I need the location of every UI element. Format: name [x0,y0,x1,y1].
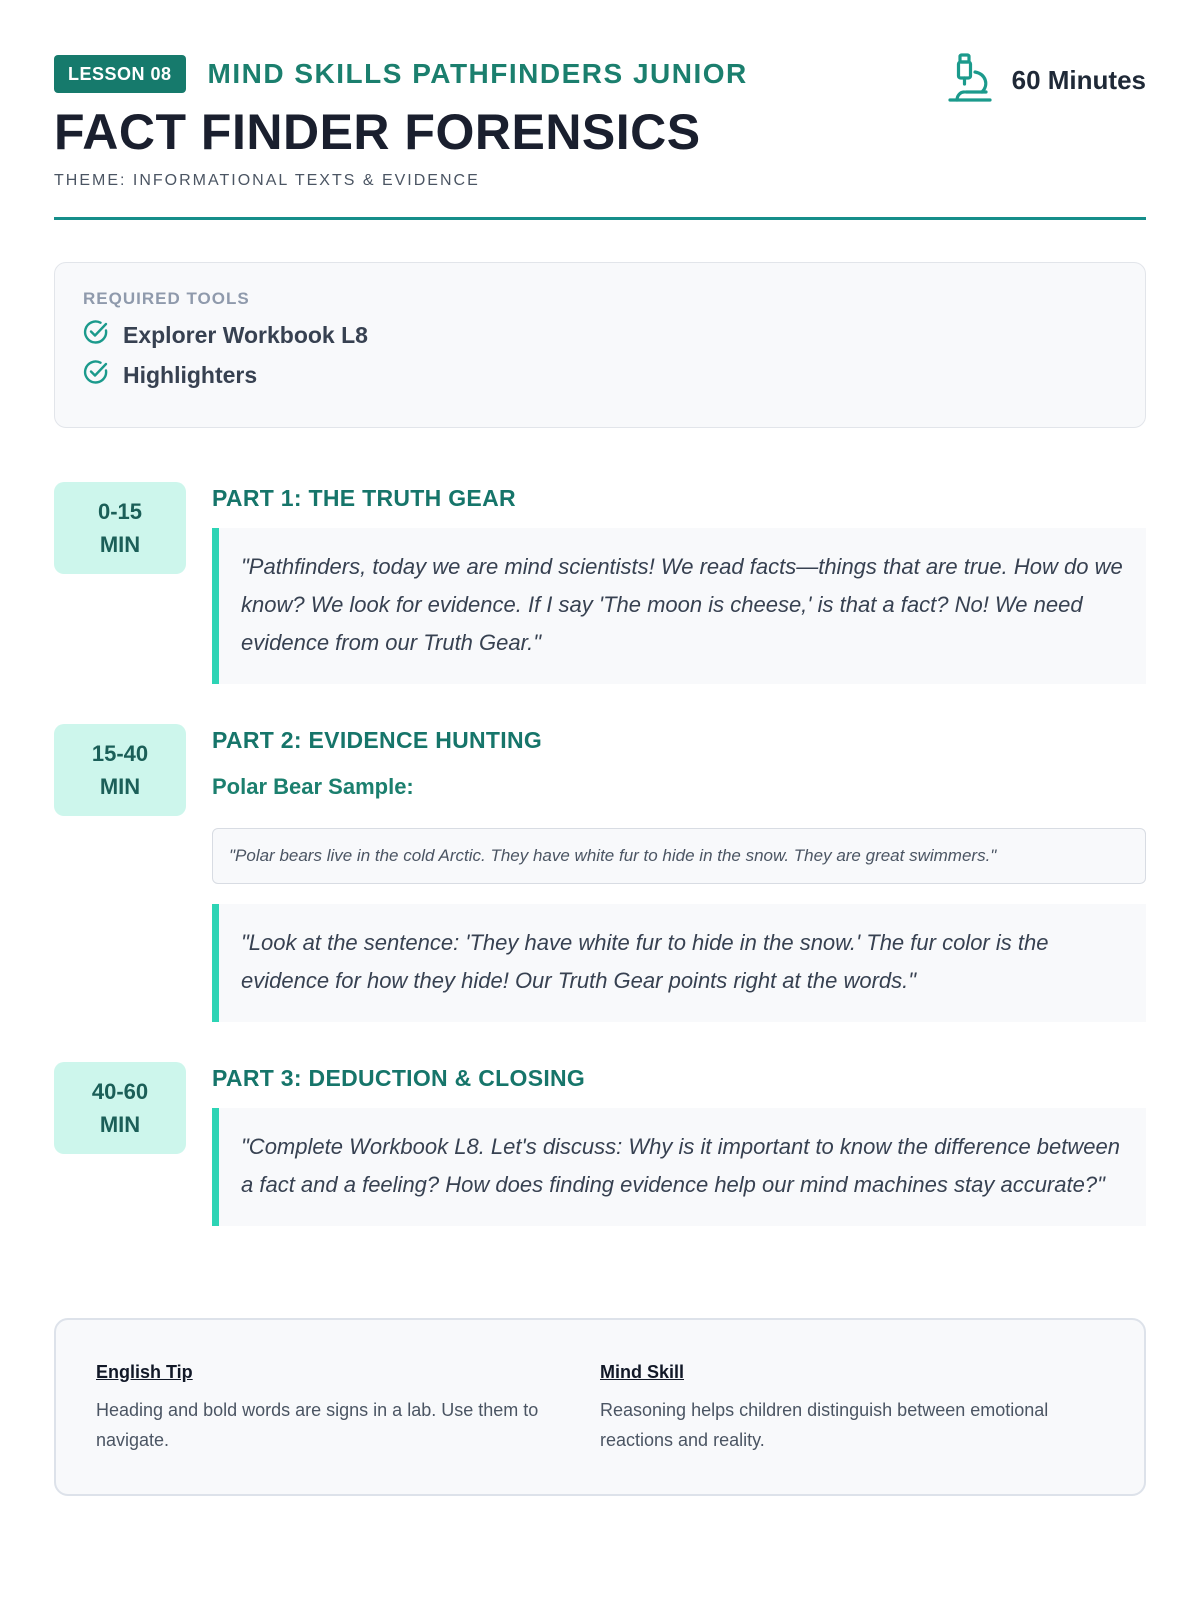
sample-text-box: "Polar bears live in the cold Arctic. They have white fur to hide in the snow. They are great swimmers." [212,828,1146,884]
section-title: PART 1: THE TRUTH GEAR [212,485,516,511]
check-circle-icon [83,319,109,351]
lesson-part-2 [54,724,1146,1022]
tips-footer [54,1318,1146,1496]
time-unit: MIN [99,532,141,557]
tool-item [83,321,1117,349]
time-unit: MIN [99,774,141,799]
english-tip-body: Heading and bold words are signs in a lab. Use them to navigate. [96,1400,539,1450]
english-tip-title: English Tip [96,1362,193,1382]
section-title: PART 2: EVIDENCE HUNTING [212,727,543,753]
series-title: MIND SKILLS PATHFINDERS JUNIOR [207,58,748,89]
time-unit: MIN [99,1112,141,1137]
mind-skill-title: Mind Skill [600,1362,685,1382]
time-badge [54,1062,186,1154]
teacher-script-quote: "Pathfinders, today we are mind scientists! We read facts—things that are true. How do we know? We look for evidence. If I say 'The moon is cheese,' is that a fact? No! We need evidence from our Truth Gear." [212,528,1146,684]
tool-item [83,361,1117,389]
duration-label: 60 Minutes [1011,64,1146,95]
english-tip [96,1362,600,1494]
lesson-part-1 [54,482,1146,684]
section-title: PART 3: DEDUCTION & CLOSING [212,1065,586,1091]
mind-skill-body: Reasoning helps children distinguish between emotional reactions and reality. [600,1400,1049,1450]
required-tools-box [54,262,1146,428]
check-circle-icon [83,359,109,391]
tool-item-label: Explorer Workbook L8 [123,321,368,348]
tool-item-label: Highlighters [123,361,258,388]
microscope-icon [946,52,996,109]
time-range: 0-15 [97,499,143,524]
duration [946,54,1146,106]
mind-skill [600,1362,1104,1494]
required-tools-label: REQUIRED TOOLS [83,289,250,308]
time-range: 40-60 [91,1079,149,1104]
page-title: FACT FINDER FORENSICS [54,104,701,160]
teacher-script-quote: "Complete Workbook L8. Let's discuss: Why is it important to know the difference between a fact and a feeling? How does finding evidence help our mind machines stay accurate?" [212,1108,1146,1226]
lesson-header [54,54,1146,220]
sample-label: Polar Bear Sample: [212,774,414,799]
lesson-page [54,54,1146,1226]
time-badge [54,482,186,574]
lesson-part-3 [54,1062,1146,1226]
teacher-script-quote: "Look at the sentence: 'They have white fur to hide in the snow.' The fur color is the evidence for how they hide! Our Truth Gear points right at the words." [212,904,1146,1022]
theme-subtitle: THEME: INFORMATIONAL TEXTS & EVIDENCE [54,172,480,189]
lesson-badge: LESSON 08 [54,55,186,93]
time-range: 15-40 [91,741,149,766]
time-badge [54,724,186,816]
